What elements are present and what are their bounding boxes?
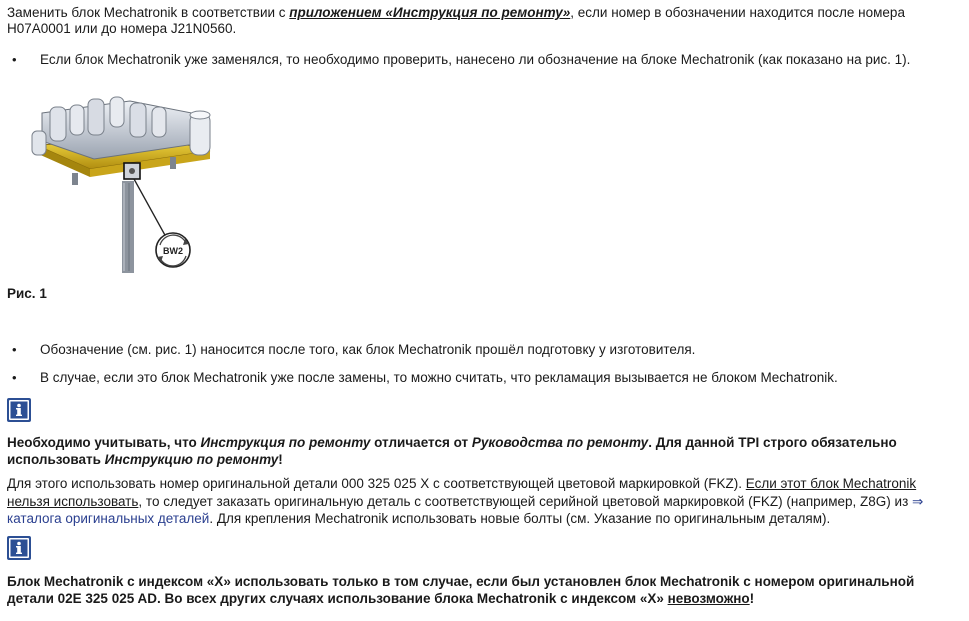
mechatronik-illustration: [30, 93, 218, 276]
bullet-text: Обозначение (см. рис. 1) наносится после того, как блок Mechatronik прошёл подготовку у изготовителя.: [40, 342, 696, 357]
underlined-text: Если этот блок Mechatronik нельзя использовать: [7, 476, 917, 509]
parts-paragraph: [7, 475, 962, 528]
note-emphasis: Инструкция по ремонту: [200, 435, 371, 450]
note-text: . Для данной TPI строго обязательно использовать: [7, 435, 897, 467]
intro-text: Заменить блок Mechatronik в соответствии с: [7, 5, 290, 20]
figure-caption: Рис. 1: [7, 286, 47, 301]
intro-text-end: , если номер в обозначении находится после номера H07A0001 или до номера J21N0560.: [7, 5, 905, 36]
note-text: отличается от: [370, 435, 472, 450]
bullet-dot: •: [12, 370, 17, 385]
bullet-dot: •: [12, 52, 17, 67]
paragraph-text: . Для крепления Mechatronik использовать новые болты (см. Указание по оригинальным деталям).: [209, 511, 831, 526]
underlined-text: невозможно: [667, 591, 750, 606]
bullet-dot: •: [12, 342, 17, 357]
note-text: !: [278, 452, 283, 467]
intro-paragraph: [7, 5, 957, 37]
info-icon: [7, 398, 31, 422]
note-index-x: [7, 573, 962, 607]
note-repair-instruction: [7, 434, 957, 468]
parts-catalog-link[interactable]: ⇒ каталога оригинальных деталей: [7, 493, 924, 526]
bullet-text: Если блок Mechatronik уже заменялся, то необходимо проверить, нанесено ли обозначение на блоке Mechatronik (как показано на рис. 1).: [40, 52, 911, 67]
repair-instruction-link[interactable]: приложением «Инструкция по ремонту»: [289, 5, 571, 20]
note-text: !: [749, 591, 755, 606]
bullet-text: В случае, если это блок Mechatronik уже после замены, то можно считать, что рекламация вызывается не блоком Mechatronik.: [40, 370, 838, 385]
info-icon: [7, 536, 31, 560]
paragraph-text: Для этого использовать номер оригинальной детали 000 325 025 X с соответствующей цветовой маркировкой (FKZ).: [7, 476, 746, 491]
figure-badge-label: BW2: [163, 246, 183, 256]
mechatronik-figure: [30, 93, 218, 276]
note-emphasis: Инструкцию по ремонту: [104, 452, 279, 467]
note-text: Необходимо учитывать, что: [7, 435, 201, 450]
paragraph-text: , то следует заказать оригинальную деталь с соответствующей серийной цветовой маркировкой (FKZ) (например, Z8G) из: [138, 493, 913, 509]
note-text: Блок Mechatronik с индексом «X» использовать только в том случае, если был установлен блок Mechatronik с номером оригинальной детали 02E 325 025 AD. Во всех других случаях использование блока Mechatronik с индексом «X»: [7, 574, 915, 606]
note-emphasis: Руководства по ремонту: [471, 435, 649, 450]
